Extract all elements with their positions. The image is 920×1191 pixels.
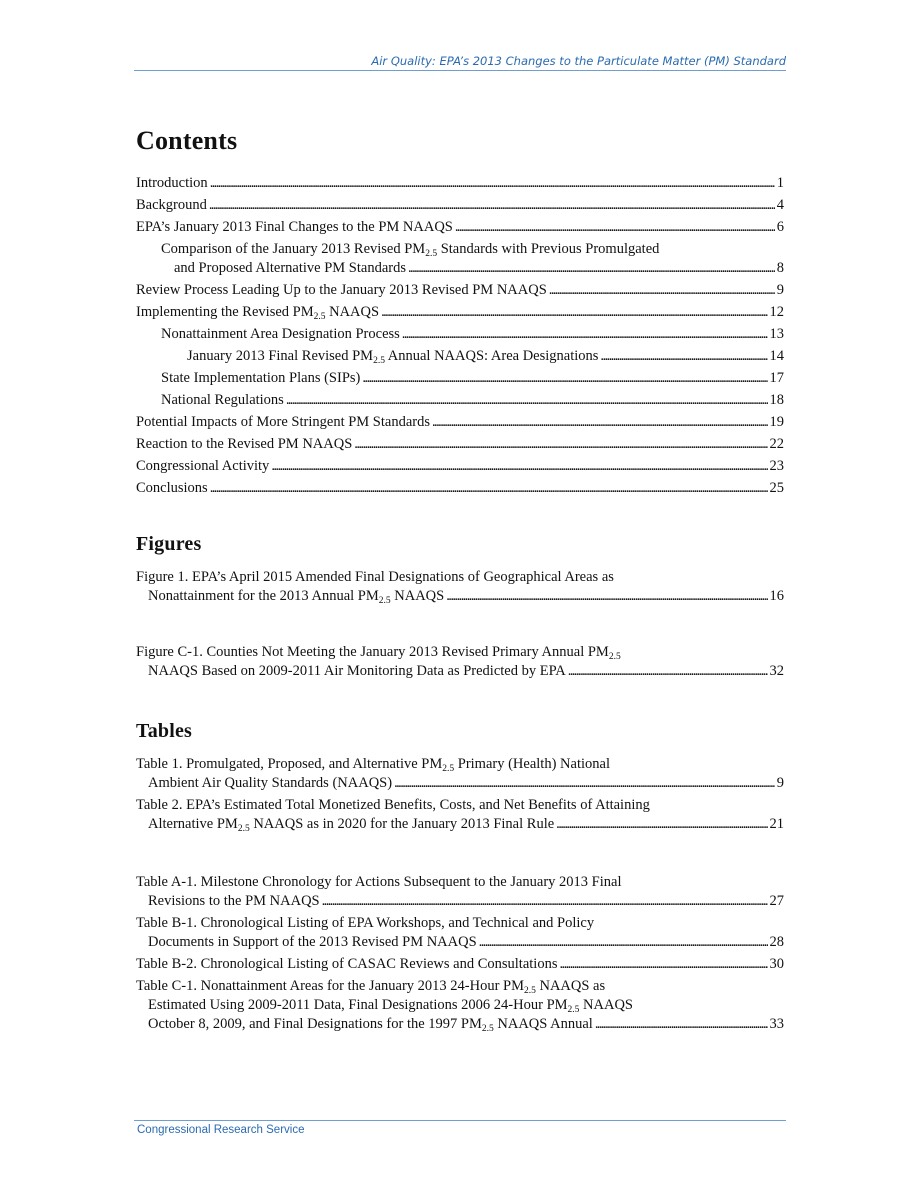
table-entry[interactable]: Table B-2. Chronological Listing of CASAC Reviews and Consultations . . . 30 <box>136 955 784 974</box>
toc-entry[interactable]: Reaction to the Revised PM NAAQS . . . 22 <box>136 435 784 454</box>
contents-heading: Contents <box>136 126 238 155</box>
figures-list <box>136 568 784 606</box>
table-entry[interactable]: Table A-1. Milestone Chronology for Actions Subsequent to the January 2013 Final Revisions to the PM NAAQS . . . 27 <box>136 873 784 911</box>
toc-entry[interactable]: Potential Impacts of More Stringent PM Standards . . . 19 <box>136 413 784 432</box>
toc-entry[interactable]: Implementing the Revised $PM_{2.5}$ NAAQS . . . 12 <box>136 303 784 322</box>
figures-section <box>136 533 784 556</box>
toc-entry[interactable]: January 2013 Final Revised $PM_{2.5}$ Annual NAAQS: Area Designations . . . 14 <box>136 347 784 366</box>
appendix-figures-list <box>136 643 784 681</box>
table-entry[interactable]: Table C-1. Nonattainment Areas for the January 2013 24-Hour $PM_{2.5}$ NAAQS as Estimated Using 2009-2011 Data, Final Designations 2006 24-Hour $PM_{2.5}$ NAAQS October 8, 2009, and Final Designations for the 1997 $PM_{2.5}$ NAAQS Annual . . . 33 <box>136 977 784 1034</box>
footer-rule <box>134 1120 786 1121</box>
contents-section <box>136 126 784 156</box>
toc-entry[interactable]: Comparison of the January 2013 Revised $PM_{2.5}$ Standards with Previous Promulgated and Proposed Alternative PM Standards . . . 8 <box>136 240 784 278</box>
toc-entry[interactable]: EPA’s January 2013 Final Changes to the PM NAAQS . . . 6 <box>136 218 784 237</box>
toc-entry[interactable]: Nonattainment Area Designation Process . . . 13 <box>136 325 784 344</box>
header-rule <box>134 70 786 71</box>
appendix-tables-list <box>136 873 784 1034</box>
toc-entry[interactable]: National Regulations . . . 18 <box>136 391 784 410</box>
footer-publisher: Congressional Research Service <box>137 1124 305 1136</box>
table-entry[interactable]: Table 2. EPA’s Estimated Total Monetized Benefits, Costs, and Net Benefits of Attaining Alternative $PM_{2.5}$ NAAQS as in 2020 for the January 2013 Final Rule . . . 21 <box>136 796 784 834</box>
toc-entry[interactable]: Review Process Leading Up to the January 2013 Revised PM NAAQS . . . 9 <box>136 281 784 300</box>
contents-list <box>136 174 784 498</box>
figures-heading: Figures <box>136 533 202 555</box>
tables-list <box>136 755 784 834</box>
figure-entry[interactable]: Figure C-1. Counties Not Meeting the January 2013 Revised Primary Annual $PM_{2.5}$ NAAQS Based on 2009-2011 Air Monitoring Data as Predicted by EPA . . . 32 <box>136 643 784 681</box>
toc-entry[interactable]: Conclusions . . . 25 <box>136 479 784 498</box>
running-header-title: Air Quality: EPA’s 2013 Changes to the Particulate Matter (PM) Standard <box>371 54 786 68</box>
toc-entry[interactable]: Background . . . 4 <box>136 196 784 215</box>
table-entry[interactable]: Table 1. Promulgated, Proposed, and Alternative $PM_{2.5}$ Primary (Health) National Ambient Air Quality Standards (NAAQS) . . . 9 <box>136 755 784 793</box>
figure-entry[interactable]: Figure 1. EPA’s April 2015 Amended Final Designations of Geographical Areas as Nonattainment for the 2013 Annual $PM_{2.5}$ NAAQS . . . 16 <box>136 568 784 606</box>
tables-section <box>136 720 784 743</box>
toc-entry[interactable]: State Implementation Plans (SIPs) . . . 17 <box>136 369 784 388</box>
table-entry[interactable]: Table B-1. Chronological Listing of EPA Workshops, and Technical and Policy Documents in Support of the 2013 Revised PM NAAQS . . . 28 <box>136 914 784 952</box>
toc-entry[interactable]: Congressional Activity . . . 23 <box>136 457 784 476</box>
tables-heading: Tables <box>136 720 193 742</box>
toc-entry[interactable]: Introduction . . . 1 <box>136 174 784 193</box>
